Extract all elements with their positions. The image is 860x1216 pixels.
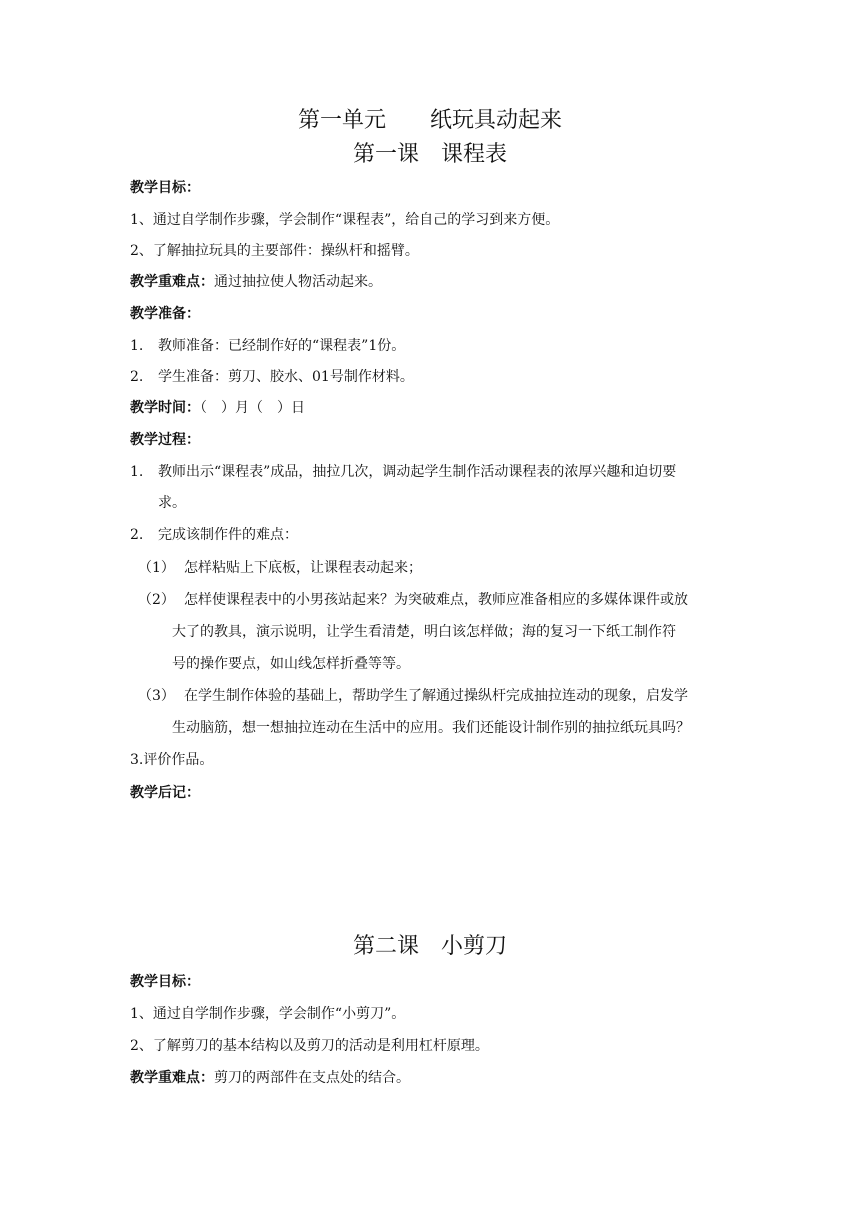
key-points-text: 通过抽拉使人物活动起来。 bbox=[214, 274, 382, 290]
lesson-2-key-points bbox=[130, 1068, 410, 1088]
time-label: 教学时间： bbox=[130, 400, 200, 416]
sub-3-line-2: 生动脑筋，想一想抽拉连动在生活中的应用。我们还能设计制作别的抽拉纸玩具吗？ bbox=[172, 720, 690, 736]
step-2 bbox=[130, 525, 298, 545]
prep-item-2-num: 2. bbox=[130, 369, 144, 385]
sub-2-line-1: 怎样使课程表中的小男孩站起来？为突破难点，教师应准备相应的多媒体课件或放 bbox=[184, 592, 688, 608]
sub-3-line-1: 在学生制作体验的基础上，帮助学生了解通过操纵杆完成抽拉连动的现象，启发学 bbox=[184, 688, 688, 704]
lesson-1-title: 第一课 课程表 bbox=[352, 142, 507, 167]
goals-heading: 教学目标： bbox=[130, 180, 200, 196]
sub-2-num: （2） bbox=[138, 592, 175, 608]
sub-2-line-2: 大了的教具，演示说明，让学生看清楚，明白该怎样做；海的复习一下纸工制作符 bbox=[172, 624, 676, 640]
step-1-line-2: 求。 bbox=[158, 495, 186, 511]
lesson-2-goal-1: 1、通过自学制作步骤，学会制作“小剪刀”。 bbox=[130, 1006, 406, 1022]
step-1 bbox=[130, 462, 676, 482]
prep-item-1-text: 教师准备：已经制作好的“课程表”1份。 bbox=[158, 338, 406, 354]
prep-item-2-text: 学生准备：剪刀、胶水、01号制作材料。 bbox=[158, 369, 414, 385]
notes-heading: 教学后记： bbox=[130, 785, 200, 801]
prep-item-1-num: 1. bbox=[130, 338, 144, 354]
key-points bbox=[130, 272, 382, 292]
prep-item-2 bbox=[130, 367, 414, 387]
lesson-2-goal-2: 2、了解剪刀的基本结构以及剪刀的活动是利用杠杆原理。 bbox=[130, 1038, 489, 1054]
lesson-2-key-label: 教学重难点： bbox=[130, 1070, 214, 1086]
sub-3-num: （3） bbox=[138, 688, 175, 704]
step-3: 3.评价作品。 bbox=[130, 752, 214, 768]
step-1-num: 1. bbox=[130, 464, 144, 480]
teaching-time bbox=[130, 398, 305, 418]
prep-item-1 bbox=[130, 336, 405, 356]
lesson-2-key-text: 剪刀的两部件在支点处的结合。 bbox=[214, 1070, 410, 1086]
lesson-2-title: 第二课 小剪刀 bbox=[352, 934, 507, 959]
process-heading: 教学过程： bbox=[130, 432, 200, 448]
goal-2: 2、了解抽拉玩具的主要部件：操纵杆和摇臂。 bbox=[130, 243, 419, 259]
step-2-num: 2. bbox=[130, 527, 144, 543]
sub-1-num: （1） bbox=[138, 560, 175, 576]
step-1-line-1: 教师出示“课程表”成品，抽拉几次，调动起学生制作活动课程表的浓厚兴趣和迫切要 bbox=[158, 464, 677, 480]
sub-2-line-3: 号的操作要点，如山线怎样折叠等等。 bbox=[172, 656, 410, 672]
unit-title: 第一单元 纸玩具动起来 bbox=[297, 108, 562, 133]
time-text: （ ）月（ ）日 bbox=[200, 400, 305, 416]
goal-1: 1、通过自学制作步骤，学会制作“课程表”，给自己的学习到来方便。 bbox=[130, 212, 560, 228]
key-points-label: 教学重难点： bbox=[130, 274, 214, 290]
step-2-text: 完成该制作件的难点： bbox=[158, 527, 298, 543]
lesson-2-goals-heading: 教学目标： bbox=[130, 974, 200, 990]
sub-1-text: 怎样粘贴上下底板，让课程表动起来； bbox=[184, 560, 422, 576]
prep-heading: 教学准备： bbox=[130, 306, 200, 322]
